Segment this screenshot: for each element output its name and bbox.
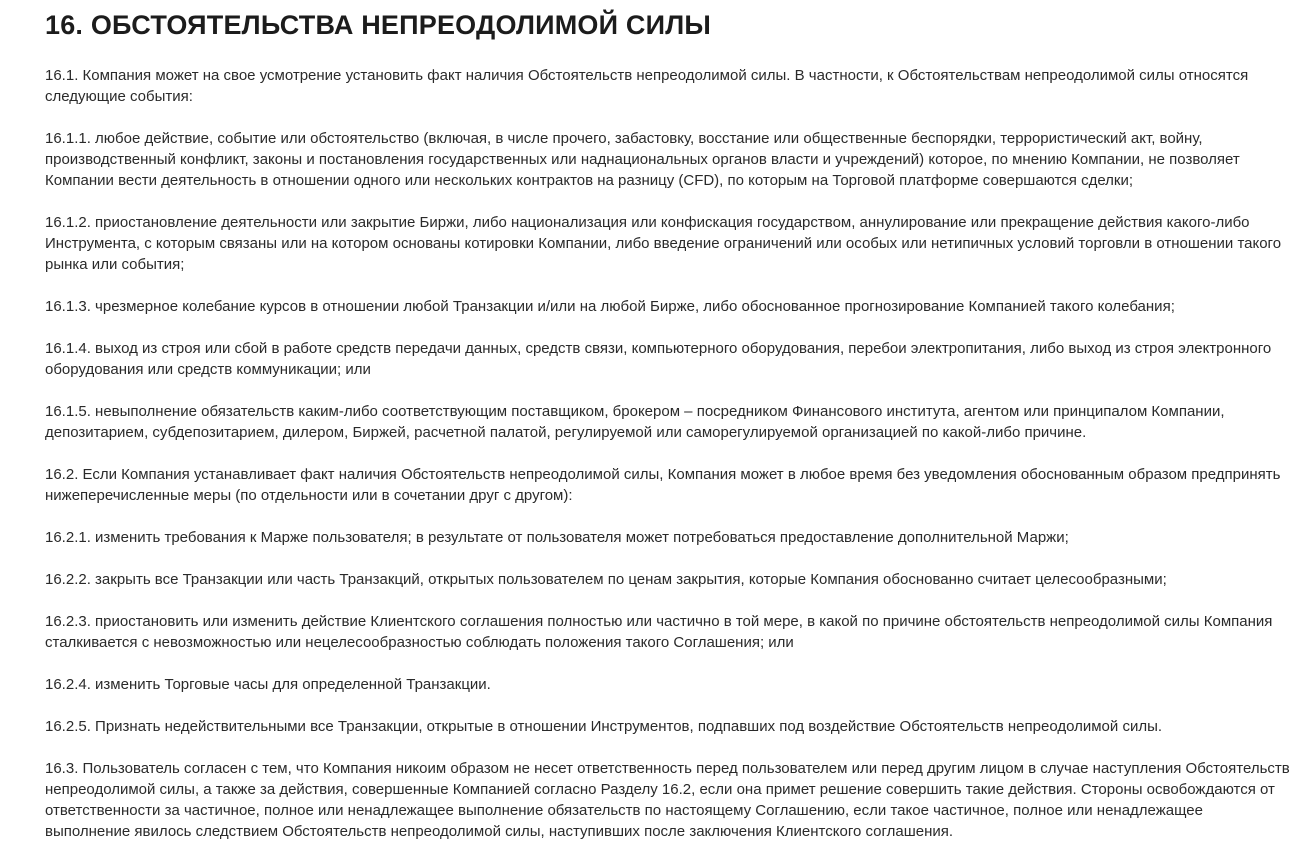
paragraph: 16.2.4. изменить Торговые часы для определенной Транзакции. — [45, 676, 491, 693]
paragraph-list — [45, 65, 1290, 842]
paragraph: 16.2.5. Признать недействительными все Транзакции, открытые в отношении Инструментов, подпавших под воздействие Обстоятельств непреодолимой силы. — [45, 718, 1163, 735]
paragraph: 16.2.3. приостановить или изменить действие Клиентского соглашения полностью или частично в той мере, в какой по причине обстоятельств непреодолимой силы Компания сталкивается с невозможностью или нецелесообразностью соблюдать положения такого Соглашения; или — [45, 613, 1273, 651]
section-title: 16. ОБСТОЯТЕЛЬСТВА НЕПРЕОДОЛИМОЙ СИЛЫ — [45, 10, 712, 40]
paragraph: 16.2.2. закрыть все Транзакции или часть Транзакций, открытых пользователем по ценам закрытия, которые Компания обоснованно считает целесообразными; — [45, 571, 1167, 588]
paragraph: 16.1.3. чрезмерное колебание курсов в отношении любой Транзакции и/или на любой Бирже, либо обоснованное прогнозирование Компанией такого колебания; — [45, 298, 1175, 315]
paragraph: 16.3. Пользователь согласен с тем, что Компания никоим образом не несет ответственность перед пользователем или перед другим лицом в случае наступления Обстоятельств непреодолимой силы, а также за действия, совершенные Компанией согласно Разделу 16.2, если она примет решение совершить такие действия. Стороны освобождаются от ответственности за частичное, полное или ненадлежащее выполнение обязательств по настоящему Соглашению, если такое частичное, полное или ненадлежащее выполнение явилось следствием Обстоятельств непреодолимой силы, наступивших после заключения Клиентского соглашения. — [45, 760, 1290, 840]
paragraph: 16.1.4. выход из строя или сбой в работе средств передачи данных, средств связи, компьютерного оборудования, перебои электропитания, либо выход из строя электронного оборудования или средств коммуникации; или — [45, 340, 1272, 378]
paragraph: 16.2.1. изменить требования к Марже пользователя; в результате от пользователя может потребоваться предоставление дополнительной Маржи; — [45, 529, 1069, 546]
paragraph: 16.2. Если Компания устанавливает факт наличия Обстоятельств непреодолимой силы, Компания может в любое время без уведомления обоснованным образом предпринять нижеперечисленные меры (по отдельности или в сочетании друг с другом): — [45, 466, 1281, 504]
paragraph: 16.1.5. невыполнение обязательств каким-либо соответствующим поставщиком, брокером – посредником Финансового института, агентом или принципалом Компании, депозитарием, субдепозитарием, дилером, Биржей, расчетной палатой, регулируемой или саморегулируемой организацией по какой-либо причине. — [45, 403, 1225, 441]
paragraph: 16.1.2. приостановление деятельности или закрытие Биржи, либо национализация или конфискация государством, аннулирование или прекращение действия какого-либо Инструмента, с которым связаны или на котором основаны котировки Компании, либо введение ограничений или особых или нетипичных условий торговли в отношении такого рынка или события; — [45, 214, 1282, 273]
paragraph: 16.1. Компания может на свое усмотрение установить факт наличия Обстоятельств непреодолимой силы. В частности, к Обстоятельствам непреодолимой силы относятся следующие события: — [45, 67, 1249, 105]
paragraph: 16.1.1. любое действие, событие или обстоятельство (включая, в числе прочего, забастовку, восстание или общественные беспорядки, террористический акт, войну, производственный конфликт, законы и постановления государственных или наднациональных органов власти и учреждений) которое, по мнению Компании, не позволяет Компании вести деятельность в отношении одного или нескольких контрактов на разницу (CFD), по которым на Торговой платформе совершаются сделки; — [45, 130, 1240, 189]
